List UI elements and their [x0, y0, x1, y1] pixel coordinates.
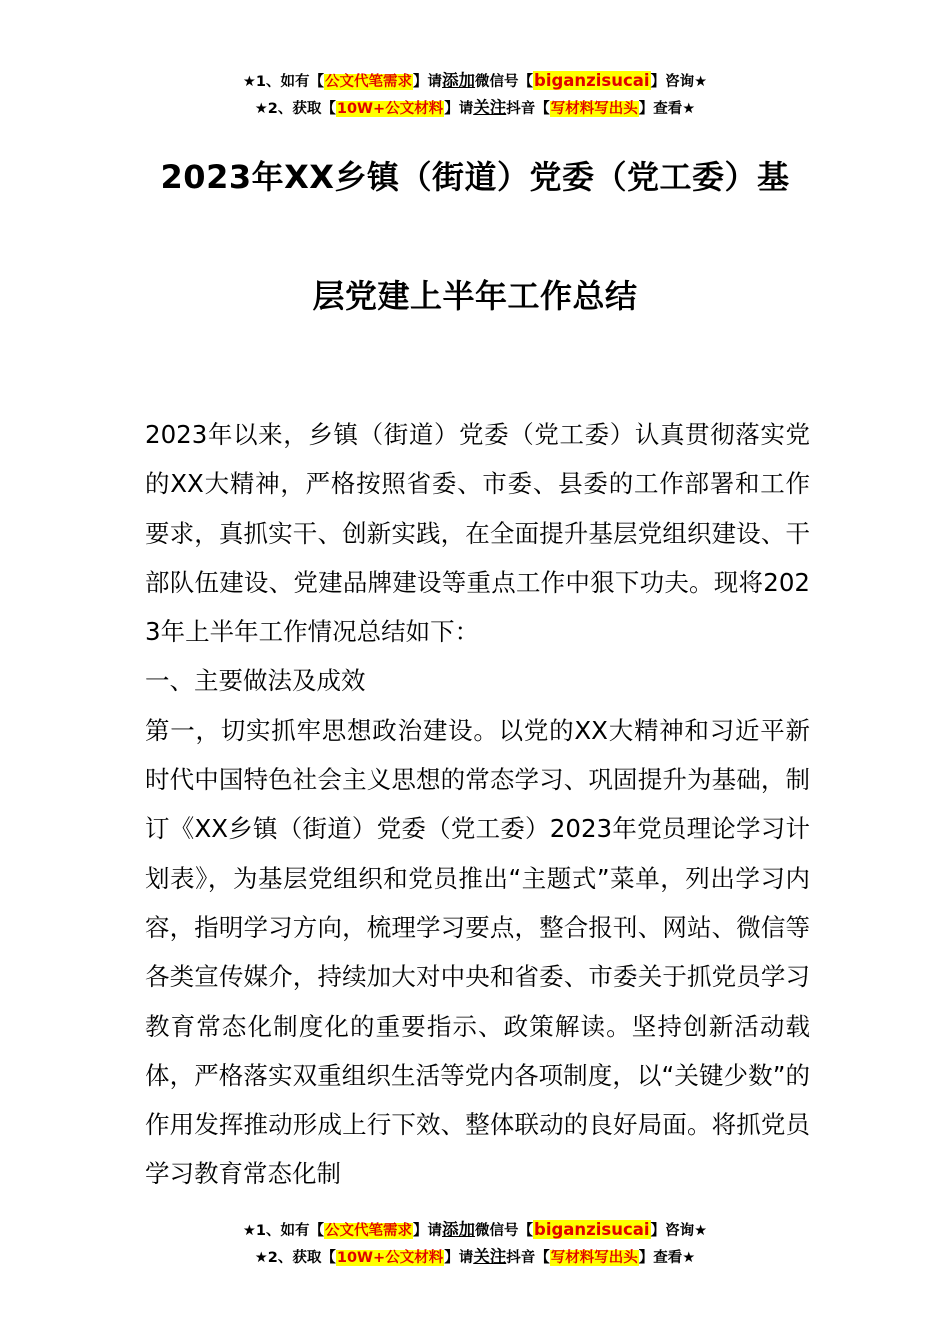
banner-line-2: ★2、获取【10W+公文材料】请关注抖音【写材料写出头】查看★ — [254, 98, 696, 117]
highlight-materials: 10W+公文材料 — [336, 1250, 444, 1266]
footer-line-1: ★1、如有【公文代笔需求】请添加微信号【biganzisucai】咨询★ — [242, 1220, 708, 1239]
banner-line-1: ★1、如有【公文代笔需求】请添加微信号【biganzisucai】咨询★ — [242, 71, 708, 90]
highlight-douyin-account: 写材料写出头 — [550, 101, 638, 117]
document-title-line-2: 层党建上半年工作总结 — [312, 277, 638, 315]
intro-paragraph: 2023年以来，乡镇（街道）党委（党工委）认真贯彻落实党的XX大精神，严格按照省委、市委、县委的工作部署和工作要求，真抓实干、创新实践，在全面提升基层党组织建设、干部队伍建设、党建品牌建设等重点工作中狠下功夫。现将2023年上半年工作情况总结如下： — [145, 420, 810, 647]
highlight-writing-service: 公文代笔需求 — [325, 74, 413, 90]
section-heading: 一、主要做法及成效 — [145, 666, 366, 696]
footer-line-2: ★2、获取【10W+公文材料】请关注抖音【写材料写出头】查看★ — [254, 1247, 696, 1266]
highlight-materials: 10W+公文材料 — [336, 101, 444, 117]
document-title-line-1: 2023年XX乡镇（街道）党委（党工委）基 — [160, 158, 790, 196]
footer-banner — [0, 1217, 950, 1271]
body-paragraph: 第一，切实抓牢思想政治建设。以党的XX大精神和习近平新时代中国特色社会主义思想的常态学习、巩固提升为基础，制订《XX乡镇（街道）党委（党工委）2023年党员理论学习计划表》，为基层党组织和党员推出“主题式”菜单，列出学习内容，指明学习方向，梳理学习要点，整合报刊、网站、微信等各类宣传媒介，持续加大对中央和省委、市委关于抓党员学习教育常态化制度化的重要指示、政策解读。坚持创新活动载体，严格落实双重组织生活等党内各项制度，以“关键少数”的作用发挥推动形成上行下效、整体联动的良好局面。将抓党员学习教育常态化制 — [145, 715, 810, 1189]
header-banner — [0, 68, 950, 122]
highlight-wechat-id: biganzisucai — [534, 71, 650, 90]
highlight-wechat-id: biganzisucai — [534, 1220, 650, 1239]
document-body — [145, 410, 810, 1199]
highlight-writing-service: 公文代笔需求 — [325, 1223, 413, 1239]
highlight-douyin-account: 写材料写出头 — [550, 1250, 638, 1266]
